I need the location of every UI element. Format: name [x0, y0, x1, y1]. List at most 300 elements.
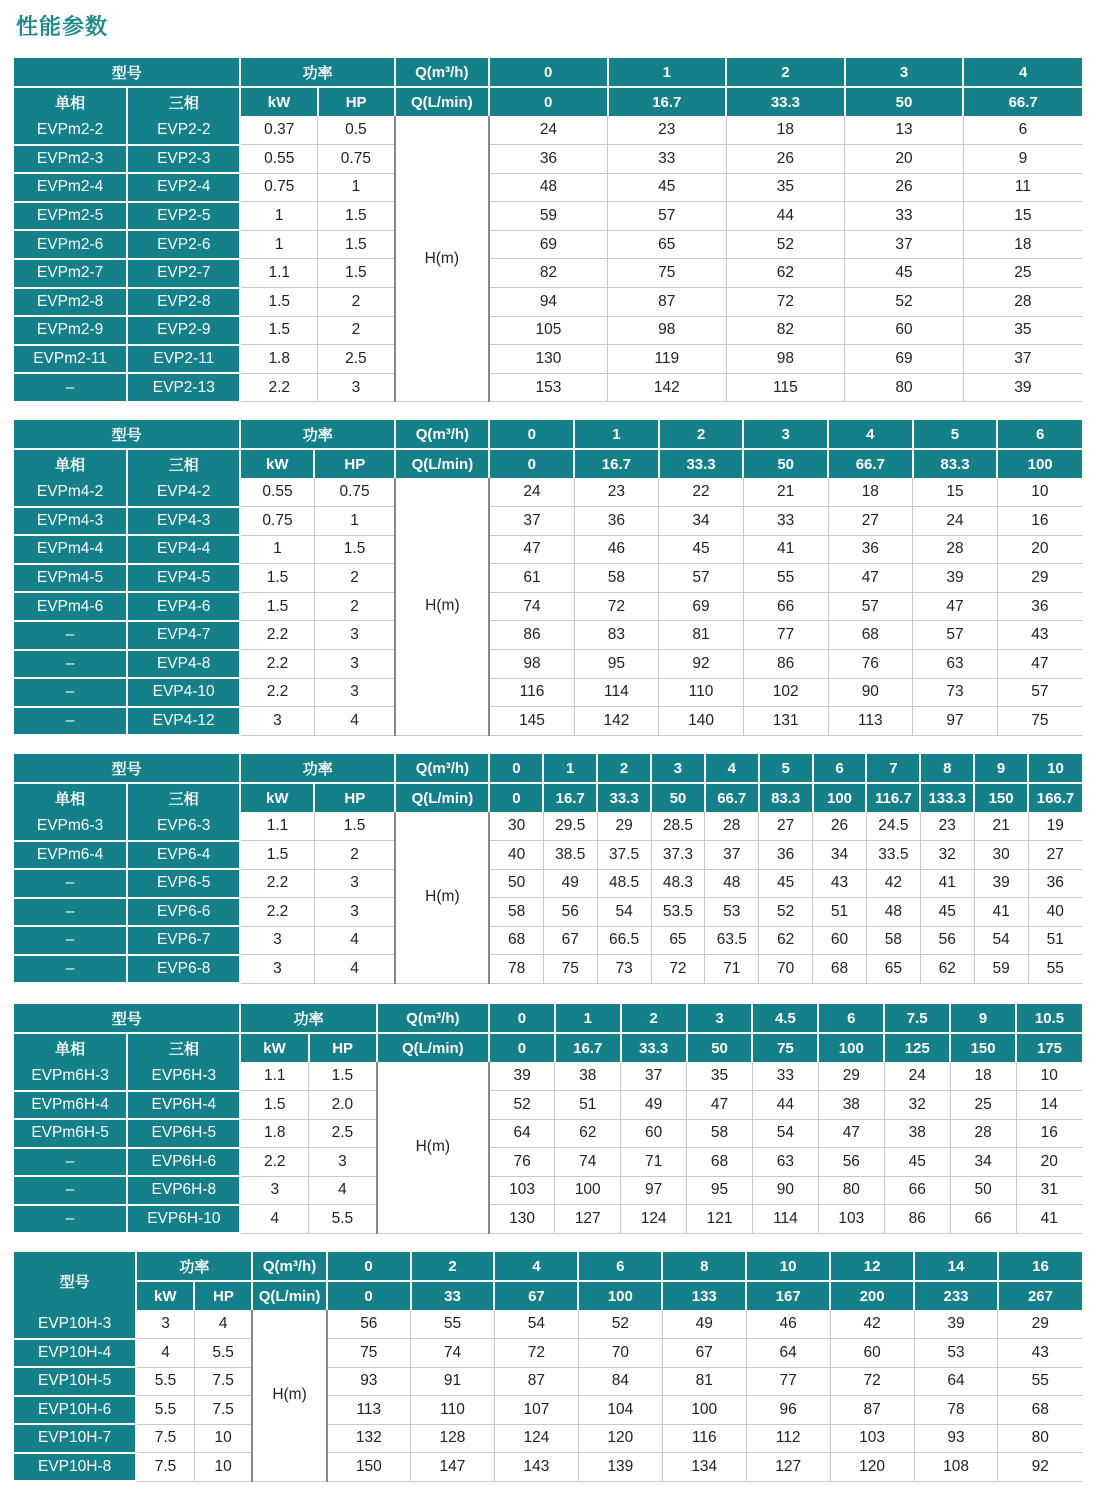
- single-phase-model-cell: EVPm2-11: [14, 345, 127, 374]
- kw-header: kW: [240, 1033, 308, 1062]
- head-value-cell: 49: [621, 1091, 687, 1120]
- flow-lmin-value: 233: [914, 1281, 998, 1310]
- head-value-cell: 56: [920, 926, 974, 955]
- head-value-cell: 84: [578, 1367, 662, 1396]
- hp-cell: 3: [309, 1148, 377, 1177]
- kw-header: kW: [136, 1281, 194, 1310]
- kw-cell: 2.2: [240, 373, 317, 402]
- head-value-cell: 38: [818, 1091, 884, 1120]
- head-value-cell: 65: [608, 230, 727, 259]
- header-row: [14, 1033, 1082, 1062]
- single-phase-model-cell: EVPm2-2: [14, 116, 127, 145]
- head-value-cell: 36: [1028, 869, 1082, 898]
- head-value-cell: 103: [489, 1176, 555, 1205]
- head-value-cell: 110: [411, 1396, 495, 1425]
- table-row: [14, 898, 1082, 927]
- head-value-cell: 37: [845, 230, 964, 259]
- head-value-cell: 72: [726, 288, 845, 317]
- table-row: [14, 478, 1082, 507]
- head-value-cell: 16: [1016, 1119, 1082, 1148]
- head-value-cell: 47: [997, 650, 1082, 679]
- three-phase-model-cell: EVP4-10: [127, 678, 240, 707]
- head-value-cell: 57: [913, 621, 998, 650]
- three-phase-model-cell: EVP4-7: [127, 621, 240, 650]
- single-phase-model-cell: EVPm6H-4: [14, 1091, 127, 1120]
- head-value-cell: 92: [659, 650, 744, 679]
- head-label-cell: H(m): [395, 812, 489, 983]
- hp-cell: 1.5: [318, 259, 395, 288]
- head-value-cell: 57: [608, 202, 727, 231]
- head-value-cell: 68: [687, 1148, 753, 1177]
- head-value-cell: 75: [543, 955, 597, 984]
- head-value-cell: 139: [578, 1453, 662, 1482]
- single-phase-model-cell: EVPm4-6: [14, 592, 127, 621]
- flow-m3h-header: Q(m³/h): [395, 754, 489, 783]
- header-row: [14, 783, 1082, 812]
- head-value-cell: 132: [327, 1424, 411, 1453]
- model-cell: EVP10H-4: [14, 1339, 136, 1368]
- head-value-cell: 95: [687, 1176, 753, 1205]
- hp-header: HP: [309, 1033, 377, 1062]
- head-value-cell: 36: [997, 592, 1082, 621]
- head-value-cell: 131: [743, 707, 828, 736]
- head-value-cell: 51: [555, 1091, 621, 1120]
- head-value-cell: 38: [884, 1119, 950, 1148]
- head-value-cell: 105: [489, 316, 608, 345]
- head-value-cell: 142: [608, 373, 727, 402]
- hp-cell: 3: [314, 678, 395, 707]
- three-phase-model-cell: EVP6-6: [127, 898, 240, 927]
- flow-m3h-value: 0: [489, 1004, 555, 1033]
- head-value-cell: 68: [998, 1396, 1082, 1425]
- head-value-cell: 19: [1028, 812, 1082, 841]
- head-value-cell: 37: [489, 507, 574, 536]
- head-value-cell: 127: [746, 1453, 830, 1482]
- table-row: [14, 316, 1082, 345]
- head-value-cell: 14: [1016, 1091, 1082, 1120]
- head-value-cell: 74: [555, 1148, 621, 1177]
- table-row: [14, 373, 1082, 402]
- single-phase-model-cell: –: [14, 1205, 127, 1234]
- head-value-cell: 47: [818, 1119, 884, 1148]
- head-value-cell: 33: [743, 507, 828, 536]
- head-value-cell: 65: [651, 926, 705, 955]
- head-value-cell: 49: [543, 869, 597, 898]
- head-value-cell: 45: [845, 259, 964, 288]
- header-row: [14, 1252, 1082, 1281]
- head-value-cell: 81: [662, 1367, 746, 1396]
- three-phase-header: 三相: [127, 1033, 240, 1062]
- single-phase-model-cell: EVPm6-3: [14, 812, 127, 841]
- three-phase-model-cell: EVP2-7: [127, 259, 240, 288]
- head-value-cell: 112: [746, 1424, 830, 1453]
- header-row: [14, 449, 1082, 478]
- single-phase-model-cell: –: [14, 707, 127, 736]
- flow-m3h-value: 10: [1028, 754, 1082, 783]
- head-value-cell: 11: [963, 173, 1082, 202]
- head-value-cell: 71: [705, 955, 759, 984]
- head-value-cell: 18: [963, 230, 1082, 259]
- head-value-cell: 37.5: [597, 841, 651, 870]
- single-phase-header: 单相: [14, 1033, 127, 1062]
- three-phase-model-cell: EVP2-4: [127, 173, 240, 202]
- head-value-cell: 98: [489, 650, 574, 679]
- head-value-cell: 54: [494, 1310, 578, 1339]
- head-value-cell: 45: [608, 173, 727, 202]
- table-row: [14, 202, 1082, 231]
- single-phase-header: 单相: [14, 449, 127, 478]
- three-phase-model-cell: EVP2-2: [127, 116, 240, 145]
- table-row: [14, 173, 1082, 202]
- kw-cell: 4: [136, 1339, 194, 1368]
- flow-m3h-value: 7: [866, 754, 920, 783]
- head-value-cell: 39: [963, 373, 1082, 402]
- head-value-cell: 93: [914, 1424, 998, 1453]
- head-value-cell: 26: [845, 173, 964, 202]
- head-value-cell: 104: [578, 1396, 662, 1425]
- flow-m3h-value: 0: [489, 754, 543, 783]
- flow-m3h-value: 12: [830, 1252, 914, 1281]
- head-value-cell: 64: [914, 1367, 998, 1396]
- flow-m3h-value: 2: [726, 58, 845, 87]
- head-value-cell: 140: [659, 707, 744, 736]
- kw-cell: 2.2: [240, 650, 314, 679]
- table-row: [14, 230, 1082, 259]
- head-value-cell: 48.5: [597, 869, 651, 898]
- three-phase-model-cell: EVP4-12: [127, 707, 240, 736]
- head-value-cell: 56: [818, 1148, 884, 1177]
- power-header: 功率: [240, 754, 395, 783]
- head-value-cell: 32: [884, 1091, 950, 1120]
- power-header: 功率: [136, 1252, 252, 1281]
- hp-cell: 2: [318, 288, 395, 317]
- flow-lmin-value: 66.7: [963, 87, 1082, 116]
- single-phase-model-cell: –: [14, 926, 127, 955]
- flow-m3h-value: 1: [574, 420, 659, 449]
- head-value-cell: 48: [705, 869, 759, 898]
- head-value-cell: 134: [662, 1453, 746, 1482]
- single-phase-model-cell: EVPm6-4: [14, 841, 127, 870]
- head-value-cell: 68: [489, 926, 543, 955]
- head-value-cell: 47: [828, 564, 913, 593]
- single-phase-model-cell: EVPm2-7: [14, 259, 127, 288]
- head-value-cell: 142: [574, 707, 659, 736]
- head-value-cell: 119: [608, 345, 727, 374]
- head-value-cell: 36: [574, 507, 659, 536]
- single-phase-model-cell: EVPm6H-3: [14, 1062, 127, 1091]
- head-value-cell: 36: [489, 145, 608, 174]
- head-value-cell: 34: [659, 507, 744, 536]
- flow-m3h-value: 1: [608, 58, 727, 87]
- table-row: [14, 116, 1082, 145]
- hp-cell: 1.5: [314, 812, 395, 841]
- head-value-cell: 52: [578, 1310, 662, 1339]
- head-value-cell: 74: [489, 592, 574, 621]
- head-value-cell: 41: [1016, 1205, 1082, 1234]
- head-value-cell: 13: [845, 116, 964, 145]
- head-value-cell: 69: [489, 230, 608, 259]
- flow-m3h-value: 5: [759, 754, 813, 783]
- head-value-cell: 90: [752, 1176, 818, 1205]
- head-value-cell: 24: [489, 116, 608, 145]
- flow-lmin-header: Q(L/min): [252, 1281, 326, 1310]
- head-value-cell: 90: [828, 678, 913, 707]
- head-value-cell: 68: [813, 955, 867, 984]
- model-cell: EVP10H-3: [14, 1310, 136, 1339]
- head-value-cell: 26: [726, 145, 845, 174]
- three-phase-model-cell: EVP6H-10: [127, 1205, 240, 1234]
- head-value-cell: 72: [574, 592, 659, 621]
- head-value-cell: 46: [746, 1310, 830, 1339]
- head-value-cell: 55: [411, 1310, 495, 1339]
- flow-lmin-value: 50: [743, 449, 828, 478]
- table-row: [14, 1091, 1082, 1120]
- head-value-cell: 68: [828, 621, 913, 650]
- kw-cell: 3: [240, 1176, 308, 1205]
- hp-cell: 4: [314, 707, 395, 736]
- head-value-cell: 72: [830, 1367, 914, 1396]
- flow-lmin-value: 100: [578, 1281, 662, 1310]
- kw-cell: 1.5: [240, 1091, 308, 1120]
- head-value-cell: 47: [489, 535, 574, 564]
- model-cell: EVP10H-5: [14, 1367, 136, 1396]
- single-phase-model-cell: –: [14, 621, 127, 650]
- flow-m3h-value: 5: [913, 420, 998, 449]
- head-value-cell: 33: [752, 1062, 818, 1091]
- kw-cell: 0.37: [240, 116, 317, 145]
- head-value-cell: 48: [866, 898, 920, 927]
- head-value-cell: 10: [997, 478, 1082, 507]
- kw-cell: 7.5: [136, 1453, 194, 1482]
- head-value-cell: 20: [1016, 1148, 1082, 1177]
- three-phase-model-cell: EVP6-4: [127, 841, 240, 870]
- flow-lmin-value: 83.3: [913, 449, 998, 478]
- head-value-cell: 25: [950, 1091, 1016, 1120]
- head-value-cell: 47: [687, 1091, 753, 1120]
- three-phase-header: 三相: [127, 87, 240, 116]
- head-value-cell: 45: [884, 1148, 950, 1177]
- head-value-cell: 24.5: [866, 812, 920, 841]
- flow-m3h-value: 1: [543, 754, 597, 783]
- single-phase-model-cell: EVPm4-2: [14, 478, 127, 507]
- head-label-cell: H(m): [377, 1062, 489, 1233]
- head-value-cell: 60: [813, 926, 867, 955]
- kw-cell: 0.75: [240, 173, 317, 202]
- three-phase-model-cell: EVP6H-6: [127, 1148, 240, 1177]
- flow-lmin-value: 133.3: [920, 783, 974, 812]
- head-value-cell: 35: [726, 173, 845, 202]
- table-row: [14, 288, 1082, 317]
- head-value-cell: 38.5: [543, 841, 597, 870]
- kw-cell: 1.1: [240, 1062, 308, 1091]
- head-value-cell: 45: [759, 869, 813, 898]
- flow-m3h-value: 4: [963, 58, 1082, 87]
- header-row: [14, 420, 1082, 449]
- head-value-cell: 23: [920, 812, 974, 841]
- head-value-cell: 26: [813, 812, 867, 841]
- head-value-cell: 76: [489, 1148, 555, 1177]
- head-value-cell: 37: [621, 1062, 687, 1091]
- hp-cell: 3: [314, 621, 395, 650]
- kw-cell: 1.1: [240, 259, 317, 288]
- head-value-cell: 42: [866, 869, 920, 898]
- hp-cell: 1: [318, 173, 395, 202]
- table-row: [14, 1176, 1082, 1205]
- three-phase-model-cell: EVP2-5: [127, 202, 240, 231]
- head-value-cell: 75: [327, 1339, 411, 1368]
- head-value-cell: 73: [597, 955, 651, 984]
- head-value-cell: 77: [743, 621, 828, 650]
- head-value-cell: 53: [705, 898, 759, 927]
- head-value-cell: 97: [913, 707, 998, 736]
- table-row: [14, 1205, 1082, 1234]
- head-value-cell: 130: [489, 1205, 555, 1234]
- hp-cell: 2.5: [318, 345, 395, 374]
- single-phase-model-cell: EVPm4-5: [14, 564, 127, 593]
- flow-lmin-header: Q(L/min): [377, 1033, 489, 1062]
- kw-header: kW: [240, 449, 314, 478]
- kw-cell: 1.5: [240, 316, 317, 345]
- table-row: [14, 650, 1082, 679]
- head-value-cell: 15: [913, 478, 998, 507]
- head-value-cell: 76: [828, 650, 913, 679]
- head-value-cell: 23: [608, 116, 727, 145]
- flow-m3h-value: 9: [950, 1004, 1016, 1033]
- kw-cell: 1.1: [240, 812, 314, 841]
- power-header: 功率: [240, 420, 395, 449]
- head-value-cell: 34: [813, 841, 867, 870]
- single-phase-header: 单相: [14, 783, 127, 812]
- head-value-cell: 63.5: [705, 926, 759, 955]
- three-phase-model-cell: EVP4-5: [127, 564, 240, 593]
- table-row: [14, 564, 1082, 593]
- kw-header: kW: [240, 87, 317, 116]
- head-value-cell: 57: [659, 564, 744, 593]
- head-value-cell: 58: [687, 1119, 753, 1148]
- head-value-cell: 69: [845, 345, 964, 374]
- hp-cell: 10: [194, 1424, 252, 1453]
- flow-lmin-value: 50: [687, 1033, 753, 1062]
- head-value-cell: 58: [574, 564, 659, 593]
- hp-cell: 0.75: [314, 478, 395, 507]
- flow-lmin-value: 100: [818, 1033, 884, 1062]
- head-value-cell: 49: [662, 1310, 746, 1339]
- hp-cell: 5.5: [194, 1339, 252, 1368]
- head-value-cell: 128: [411, 1424, 495, 1453]
- kw-header: kW: [240, 783, 314, 812]
- head-value-cell: 114: [752, 1205, 818, 1234]
- flow-lmin-header: Q(L/min): [395, 449, 489, 478]
- flow-m3h-value: 4: [494, 1252, 578, 1281]
- head-value-cell: 59: [974, 955, 1028, 984]
- head-value-cell: 60: [845, 316, 964, 345]
- single-phase-model-cell: EVPm4-4: [14, 535, 127, 564]
- three-phase-header: 三相: [127, 449, 240, 478]
- head-value-cell: 80: [818, 1176, 884, 1205]
- table-row: [14, 1367, 1082, 1396]
- head-value-cell: 9: [963, 145, 1082, 174]
- flow-lmin-value: 16.7: [543, 783, 597, 812]
- head-value-cell: 72: [494, 1339, 578, 1368]
- head-value-cell: 41: [743, 535, 828, 564]
- header-row: [14, 754, 1082, 783]
- three-phase-model-cell: EVP6H-5: [127, 1119, 240, 1148]
- flow-m3h-value: 6: [997, 420, 1082, 449]
- head-value-cell: 40: [1028, 898, 1082, 927]
- head-value-cell: 100: [555, 1176, 621, 1205]
- head-value-cell: 25: [963, 259, 1082, 288]
- flow-lmin-value: 0: [489, 783, 543, 812]
- head-value-cell: 83: [574, 621, 659, 650]
- hp-cell: 3: [314, 650, 395, 679]
- flow-m3h-value: 6: [818, 1004, 884, 1033]
- head-value-cell: 43: [997, 621, 1082, 650]
- head-value-cell: 86: [884, 1205, 950, 1234]
- three-phase-model-cell: EVP4-8: [127, 650, 240, 679]
- head-value-cell: 94: [489, 288, 608, 317]
- head-value-cell: 96: [746, 1396, 830, 1425]
- head-value-cell: 50: [950, 1176, 1016, 1205]
- single-phase-model-cell: –: [14, 869, 127, 898]
- head-value-cell: 127: [555, 1205, 621, 1234]
- three-phase-model-cell: EVP2-8: [127, 288, 240, 317]
- head-value-cell: 147: [411, 1453, 495, 1482]
- head-value-cell: 46: [574, 535, 659, 564]
- table-row: [14, 507, 1082, 536]
- hp-cell: 7.5: [194, 1396, 252, 1425]
- head-value-cell: 115: [726, 373, 845, 402]
- head-value-cell: 29: [998, 1310, 1082, 1339]
- head-value-cell: 48.3: [651, 869, 705, 898]
- table-row: [14, 259, 1082, 288]
- head-value-cell: 87: [830, 1396, 914, 1425]
- head-value-cell: 62: [920, 955, 974, 984]
- flow-m3h-value: 2: [597, 754, 651, 783]
- head-value-cell: 54: [752, 1119, 818, 1148]
- head-value-cell: 55: [743, 564, 828, 593]
- head-value-cell: 40: [489, 841, 543, 870]
- flow-lmin-header: Q(L/min): [395, 87, 489, 116]
- kw-cell: 0.55: [240, 145, 317, 174]
- flow-m3h-value: 4: [705, 754, 759, 783]
- three-phase-model-cell: EVP6-5: [127, 869, 240, 898]
- flow-lmin-value: 67: [494, 1281, 578, 1310]
- table-row: [14, 592, 1082, 621]
- single-phase-model-cell: EVPm4-3: [14, 507, 127, 536]
- flow-lmin-value: 50: [845, 87, 964, 116]
- kw-cell: 1: [240, 230, 317, 259]
- three-phase-model-cell: EVP6-3: [127, 812, 240, 841]
- head-value-cell: 116: [662, 1424, 746, 1453]
- head-value-cell: 28.5: [651, 812, 705, 841]
- head-value-cell: 86: [743, 650, 828, 679]
- flow-m3h-value: 3: [687, 1004, 753, 1033]
- head-value-cell: 48: [489, 173, 608, 202]
- kw-cell: 1.5: [240, 288, 317, 317]
- three-phase-model-cell: EVP6H-4: [127, 1091, 240, 1120]
- head-value-cell: 35: [963, 316, 1082, 345]
- kw-cell: 2.2: [240, 1148, 308, 1177]
- head-value-cell: 30: [489, 812, 543, 841]
- head-value-cell: 67: [662, 1339, 746, 1368]
- hp-cell: 1.5: [318, 230, 395, 259]
- head-value-cell: 64: [489, 1119, 555, 1148]
- flow-lmin-value: 116.7: [866, 783, 920, 812]
- head-value-cell: 92: [998, 1453, 1082, 1482]
- flow-lmin-value: 133: [662, 1281, 746, 1310]
- head-value-cell: 103: [830, 1424, 914, 1453]
- single-phase-model-cell: –: [14, 1176, 127, 1205]
